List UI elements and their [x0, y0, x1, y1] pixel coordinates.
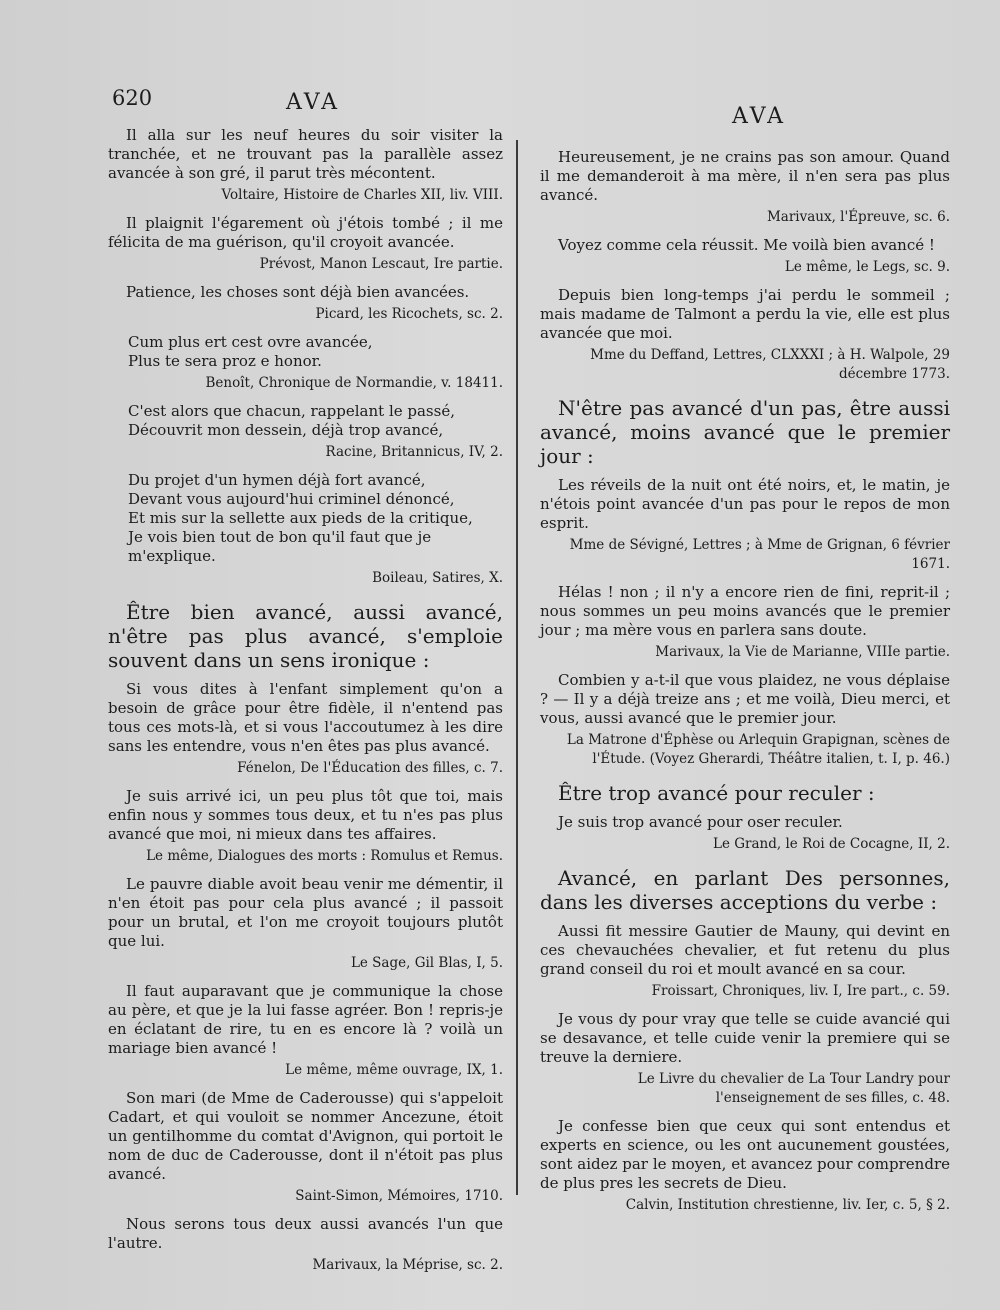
entry-block: [540, 148, 950, 227]
citation-source: Picard, les Ricochets, sc. 2.: [315, 306, 503, 322]
left-column: [108, 126, 503, 1284]
entry-block: [108, 787, 503, 866]
quotation: Patience, les choses sont déjà bien avancées.: [126, 283, 470, 301]
citation-source: La Matrone d'Éphèse ou Arlequin Grapignan, scènes de l'Étude. (Voyez Gherardi, Théâtre italien, t. I, p. 46.): [566, 732, 950, 767]
citation-source: Le même, même ouvrage, IX, 1.: [285, 1062, 503, 1078]
quotation: Je suis trop avancé pour oser reculer.: [558, 813, 843, 831]
citation-source: Le même, le Legs, sc. 9.: [784, 259, 950, 275]
quotation: Aussi fit messire Gautier de Mauny, qui devint en ces chevauchées chevalier, et fut retenu du plus grand conseil du roi et moult avancé en sa cour.: [540, 922, 950, 978]
verse-quotation: Du projet d'un hymen déjà fort avancé, Devant vous aujourd'hui criminel dénoncé, Et mis sur la sellette aux pieds de la critique, Je vois bien tout de bon qu'il faut que je m'explique.: [128, 471, 473, 565]
citation-source: Le Sage, Gil Blas, I, 5.: [350, 955, 503, 971]
citation-source: Mme de Sévigné, Lettres ; à Mme de Grignan, 6 février 1671.: [569, 537, 950, 572]
right-column: [540, 148, 950, 1224]
verse-quotation: C'est alors que chacun, rappelant le passé, Découvrit mon dessein, déjà trop avancé,: [128, 402, 455, 439]
entry-block: [108, 1089, 503, 1206]
citation-source: Le Livre du chevalier de La Tour Landry pour l'enseignement de ses filles, c. 48.: [637, 1071, 950, 1106]
section-heading: Être trop avancé pour reculer :: [558, 781, 875, 805]
quotation: Nous serons tous deux aussi avancés l'un que l'autre.: [108, 1215, 503, 1252]
quotation: Il plaignit l'égarement où j'étois tombé ; il me félicita de ma guérison, qu'il croyoit avancée.: [108, 214, 503, 251]
entry-block: [540, 396, 950, 468]
running-head-right: AVA: [732, 104, 787, 129]
citation-source: Benoît, Chronique de Normandie, v. 18411.: [205, 375, 503, 391]
citation-source: Froissart, Chroniques, liv. I, Ire part., c. 59.: [651, 983, 950, 999]
citation-source: Le même, Dialogues des morts : Romulus et Remus.: [146, 848, 503, 864]
section-heading: N'être pas avancé d'un pas, être aussi avancé, moins avancé que le premier jour :: [540, 396, 950, 468]
entry-block: [108, 471, 503, 588]
quotation: Les réveils de la nuit ont été noirs, et, le matin, je n'étois point avancée d'un pas pour le repos de mon esprit.: [540, 476, 950, 532]
citation-source: Calvin, Institution chrestienne, liv. Ier, c. 5, § 2.: [625, 1197, 950, 1213]
quotation: Si vous dites à l'enfant simplement qu'on a besoin de grâce pour être fidèle, il n'entend pas tous ces mots-là, et si vous l'accoutumez à les dire sans les entendre, vous n'en êtes pas plus avancé.: [108, 680, 503, 755]
entry-block: [108, 214, 503, 274]
citation-source: Voltaire, Histoire de Charles XII, liv. VIII.: [221, 187, 503, 203]
entry-block: [540, 866, 950, 914]
entry-block: [108, 600, 503, 672]
entry-block: [108, 982, 503, 1080]
entry-block: [540, 922, 950, 1001]
citation-source: Saint-Simon, Mémoires, 1710.: [295, 1188, 503, 1204]
citation-source: Boileau, Satires, X.: [372, 570, 503, 586]
quotation: Il faut auparavant que je communique la chose au père, et que je la lui fasse agréer. Bon ! repris-je en éclatant de rire, tu en es encore là ? voilà un mariage bien avancé !: [108, 982, 503, 1057]
quotation: Son mari (de Mme de Caderousse) qui s'appeloit Cadart, et qui vouloit se nommer Ancezune, étoit un gentilhomme du comtat d'Avignon, qui portoit le nom de duc de Caderousse, dont il n'étoit pas plus avancé.: [108, 1089, 503, 1183]
quotation: Depuis bien long-temps j'ai perdu le sommeil ; mais madame de Talmont a perdu la vie, elle est plus avancée que moi.: [540, 286, 950, 342]
entry-block: [540, 236, 950, 277]
entry-block: [540, 286, 950, 384]
section-heading: Être bien avancé, aussi avancé, n'être pas plus avancé, s'emploie souvent dans un sens ironique :: [108, 600, 503, 672]
citation-source: Mme du Deffand, Lettres, CLXXXI ; à H. Walpole, 29 décembre 1773.: [590, 347, 950, 382]
quotation: Je confesse bien que ceux qui sont entendus et experts en science, ou les ont aucunement goustées, sont aidez par le moyen, et avancez pour comprendre de plus pres les secrets de Dieu.: [540, 1117, 950, 1192]
entry-block: [108, 1215, 503, 1275]
entry-block: [540, 1010, 950, 1108]
verse-quotation: Cum plus ert cest ovre avancée, Plus te sera proz e honor.: [128, 333, 373, 370]
entry-block: [108, 283, 503, 324]
column-divider: [516, 140, 518, 1195]
quotation: Je vous dy pour vray que telle se cuide avancié qui se desavance, et telle cuide venir la premiere qui se treuve la derniere.: [540, 1010, 950, 1066]
entry-block: [540, 583, 950, 662]
quotation: Le pauvre diable avoit beau venir me démentir, il n'en étoit pas pour cela plus avancé ; il passoit pour un brutal, et l'on me croyoit toujours plutôt que lui.: [108, 875, 503, 950]
entry-block: [540, 476, 950, 574]
quotation: Il alla sur les neuf heures du soir visiter la tranchée, et ne trouvant pas la parallèle assez avancée à son gré, il parut très mécontent.: [108, 126, 503, 182]
entry-block: [540, 671, 950, 769]
quotation: Heureusement, je ne crains pas son amour. Quand il me demanderoit à ma mère, il n'en sera pas plus avancé.: [540, 148, 950, 204]
quotation: Hélas ! non ; il n'y a encore rien de fini, reprit-il ; nous sommes un peu moins avancés que le premier jour ; ma mère vous en parlera sans doute.: [540, 583, 950, 639]
citation-source: Fénelon, De l'Éducation des filles, c. 7.: [237, 760, 503, 776]
entry-block: [540, 781, 950, 805]
citation-source: Racine, Britannicus, IV, 2.: [325, 444, 503, 460]
citation-source: Marivaux, la Méprise, sc. 2.: [312, 1257, 503, 1273]
citation-source: Le Grand, le Roi de Cocagne, II, 2.: [713, 836, 950, 852]
entry-block: [108, 333, 503, 393]
entry-block: [108, 402, 503, 462]
entry-block: [540, 1117, 950, 1215]
citation-source: Marivaux, la Vie de Marianne, VIIIe partie.: [655, 644, 950, 660]
citation-source: Marivaux, l'Épreuve, sc. 6.: [766, 209, 950, 225]
running-head-left: AVA: [286, 90, 341, 115]
quotation: Voyez comme cela réussit. Me voilà bien avancé !: [558, 236, 935, 254]
page-number: 620: [112, 86, 153, 110]
citation-source: Prévost, Manon Lescaut, Ire partie.: [259, 256, 503, 272]
section-heading: Avancé, en parlant Des personnes, dans les diverses acceptions du verbe :: [540, 866, 950, 914]
entry-block: [108, 126, 503, 205]
entry-block: [540, 813, 950, 854]
quotation: Combien y a-t-il que vous plaidez, ne vous déplaise ? — Il y a déjà treize ans ; et me voilà, Dieu merci, et vous, aussi avancé que le premier jour.: [540, 671, 950, 727]
entry-block: [108, 680, 503, 778]
entry-block: [108, 875, 503, 973]
quotation: Je suis arrivé ici, un peu plus tôt que toi, mais enfin nous y sommes tous deux, et tu n'es pas plus avancé que moi, ni mieux dans tes affaires.: [108, 787, 503, 843]
